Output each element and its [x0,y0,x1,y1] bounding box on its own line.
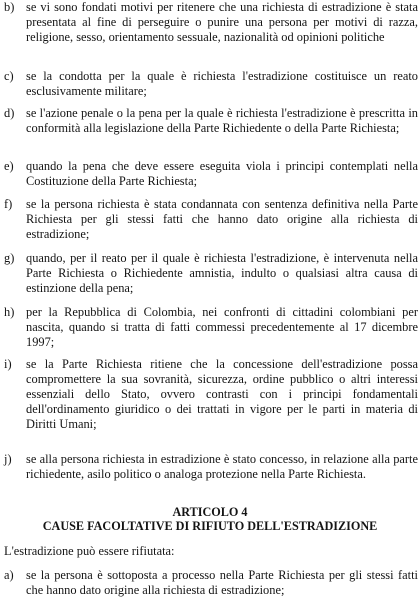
article-number: ARTICOLO 4 [172,505,248,519]
clause-b [4,0,418,45]
clause-text: se la Parte Richiesta ritiene che la concessione dell'estradizione possa compromettere la sua sovranità, sicurezza, ordine pubblico o altri interessi essenziali dello Stato, ovvero contrasti con i principi fondamentali dell'ordinamento giuridico o dei trattati in vigore per le parti in materia di Diritti Umani; [26,357,418,432]
article-title: CAUSE FACOLTATIVE DI RIFIUTO DELL'ESTRADIZIONE [42,519,378,533]
clause-f [4,197,418,242]
clause-j [4,452,418,482]
clause-text: se la condotta per la quale è richiesta l'estradizione costituisce un reato esclusivamente militare; [26,69,418,99]
clause-letter: f) [4,197,13,211]
clause-letter: d) [4,106,15,120]
clause-letter: g) [4,251,15,265]
clause-i [4,357,418,432]
clause-text: per la Repubblica di Colombia, nei confronti di cittadini colombiani per nascita, quando si tratta di fatti commessi precedentemente al 17 dicembre 1997; [26,305,418,350]
clause-text: se la persona richiesta è stata condannata con sentenza definitiva nella Parte Richiesta per gli stessi fatti che hanno dato origine alla richiesta di estradizione; [26,197,418,242]
clause-text: se l'azione penale o la pena per la quale è richiesta l'estradizione è prescritta in conformità alla legislazione della Parte Richiedente o della Parte Richiesta; [26,106,418,136]
clause-g [4,251,418,296]
clause-letter: a) [4,568,14,582]
clause-text: se la persona è sottoposta a processo nella Parte Richiesta per gli stessi fatti che hanno dato origine alla richiesta di estradizione; [26,568,418,598]
clause-letter: c) [4,69,14,83]
clause-letter: h) [4,305,15,319]
clause-text: quando la pena che deve essere eseguita viola i principi contemplati nella Costituzione della Parte Richiesta; [26,159,418,189]
clause-text: se alla persona richiesta in estradizione è stato concesso, in relazione alla parte richiedente, asilo politico o analoga protezione nella Parte Richiesta. [26,452,418,482]
clause-d [4,106,418,136]
intro-text: L'estradizione può essere rifiutata: [4,544,175,558]
clause-h [4,305,418,350]
clause-letter: b) [4,0,15,14]
clause-letter: e) [4,159,14,173]
clause-text: quando, per il reato per il quale è richiesta l'estradizione, è intervenuta nella Parte Richiesta o Richiedente amnistia, indulto o qualsiasi altra causa di estinzione della pena; [26,251,418,296]
clause-e [4,159,418,189]
clause-letter: i) [4,357,12,371]
clause-c [4,69,418,99]
clause-letter: j) [4,452,12,466]
clause-text: se vi sono fondati motivi per ritenere che una richiesta di estradizione è stata presentata al fine di perseguire o punire una persona per motivi di razza, religione, sesso, orientamento sessuale, nazionalità od opinioni politiche [26,0,418,45]
clause-a [4,568,418,598]
